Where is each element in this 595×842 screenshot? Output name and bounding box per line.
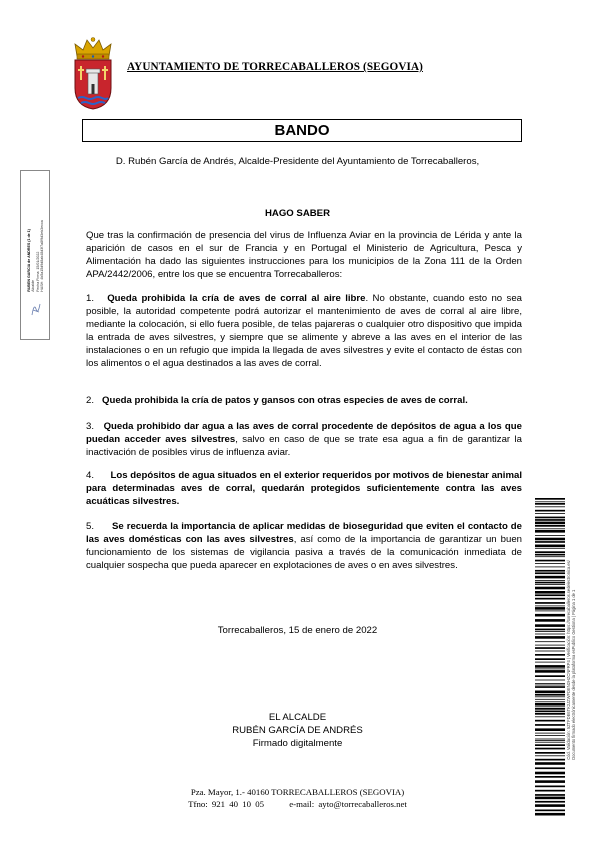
coat-of-arms-icon: [72, 36, 114, 110]
list-item: [86, 520, 522, 572]
list-item: [86, 420, 522, 459]
footer-address: Pza. Mayor, 1.- 40160 TORRECABALLEROS (SEGOVIA): [190, 787, 405, 797]
barcode-icon: [535, 498, 565, 818]
stamp-hash: HASH: 4b5a15d9d8ab48d3f7a8f9d3eb3ecca: [40, 220, 45, 292]
item-bold-text: Los depósitos de agua situados en el exterior requeridos por motivos de bienestar animal para determinadas aves de corral, quedarán protegidos suficientemente contra las aves acuáticas silvestres.: [86, 470, 522, 508]
signature-block: [0, 711, 595, 750]
intro-paragraph: Que tras la confirmación de presencia del virus de Influenza Aviar en la provincia de Lérida y ante la aparición de casos en el sur de Francia y en Portugal el Ministerio de Agricultura, Pesca y Alimentación ha dado las siguientes instrucciones para los municipios de la Zona 111 de la Orden APA/2442/2006, entre los que se encuentra Torrecaballeros:: [86, 230, 522, 281]
mayor-intro: D. Rubén García de Andrés, Alcalde-Presidente del Ayuntamiento de Torrecaballeros,: [115, 156, 480, 167]
signer-role: EL ALCALDE: [268, 712, 327, 723]
item-text: . No obstante, cuando esto no sea posible, la autoridad competente podrá autorizar el mantenimiento de aves de corral al aire libre, mediante la colocación, si ello fuera posible, de telas pajareras o cualquier otro dispositivo que impida la entrada de aves silvestres, y siempre que se alimente y abreve a las aves en el interior de las instalaciones o en un refugio que impida la llegada de aves silvestres y evite el contacto de éstas con los alimentos o el agua destinados a las aves de corral.: [86, 293, 522, 370]
item-bold-text: Queda prohibida la cría de patos y gansos con otras especies de aves de corral.: [102, 395, 468, 406]
bando-title-box: [82, 119, 522, 142]
signature-scribble-icon: [30, 301, 42, 317]
item-number: 5.: [86, 521, 95, 532]
bando-title: BANDO: [274, 122, 330, 139]
item-text: , salvo en caso de que se trate esa agua a fin de garantizar la inactivación de posibles virus de influenza aviar.: [86, 434, 522, 459]
item-bold-text: Se recuerda la importancia de aplicar medidas de bioseguridad que eviten el contacto de las aves domésticas con las aves silvestres: [86, 521, 522, 546]
item-bold-text: Queda prohibido dar agua a las aves de corral procedente de depósitos de agua a los que puedan acceder aves silvestres: [86, 421, 522, 446]
stamp-signer: RUBEN GARCIA de ANDRES (1 de 1): [27, 229, 32, 292]
verification-line-1: Cód. Validación: 5ZTFDE6TK2JZWFDEN2HZCNFRP4 | Verificación: https://torrecaballeros.sedelectronica.es/: [566, 560, 571, 760]
item-number: 4.: [86, 470, 95, 481]
verification-line-2: Documento firmado electrónicamente desde la plataforma esPublico Gestiona | Página 1 de 1: [571, 589, 576, 760]
footer-email: e-mail: ayto@torrecaballeros.net: [289, 798, 407, 809]
item-number: 2.: [86, 395, 95, 406]
signature-note: Firmado digitalmente: [252, 738, 343, 749]
item-text: , así como de la importancia de garantizar un buen funcionamiento de los sistemas de vigilancia pasiva a través de la comunicación inmediata de cualquier sospecha que pueda aparecer en explotaciones de aves o en aves silvestres.: [86, 534, 522, 572]
list-item: [86, 292, 522, 371]
list-item: [86, 394, 522, 407]
place-and-date: Torrecaballeros, 15 de enero de 2022: [217, 625, 378, 636]
hago-saber-heading: HAGO SABER: [264, 208, 331, 219]
item-number: 1.: [86, 293, 95, 304]
footer-phone: Tfno: 921 40 10 05: [188, 798, 265, 809]
list-item: [86, 469, 522, 508]
footer: [0, 787, 595, 810]
item-number: 3.: [86, 421, 95, 432]
signer-name: RUBÉN GARCÍA DE ANDRÉS: [232, 725, 363, 736]
stamp-date: Fecha Firma: 15/01/2022: [36, 251, 40, 292]
digital-signature-stamp: [20, 170, 50, 340]
municipality-header: AYUNTAMIENTO DE TORRECABALLEROS (SEGOVIA): [127, 61, 423, 73]
stamp-office: Alcalde: [31, 279, 36, 292]
item-bold-text: Queda prohibida la cría de aves de corral al aire libre: [107, 293, 366, 304]
